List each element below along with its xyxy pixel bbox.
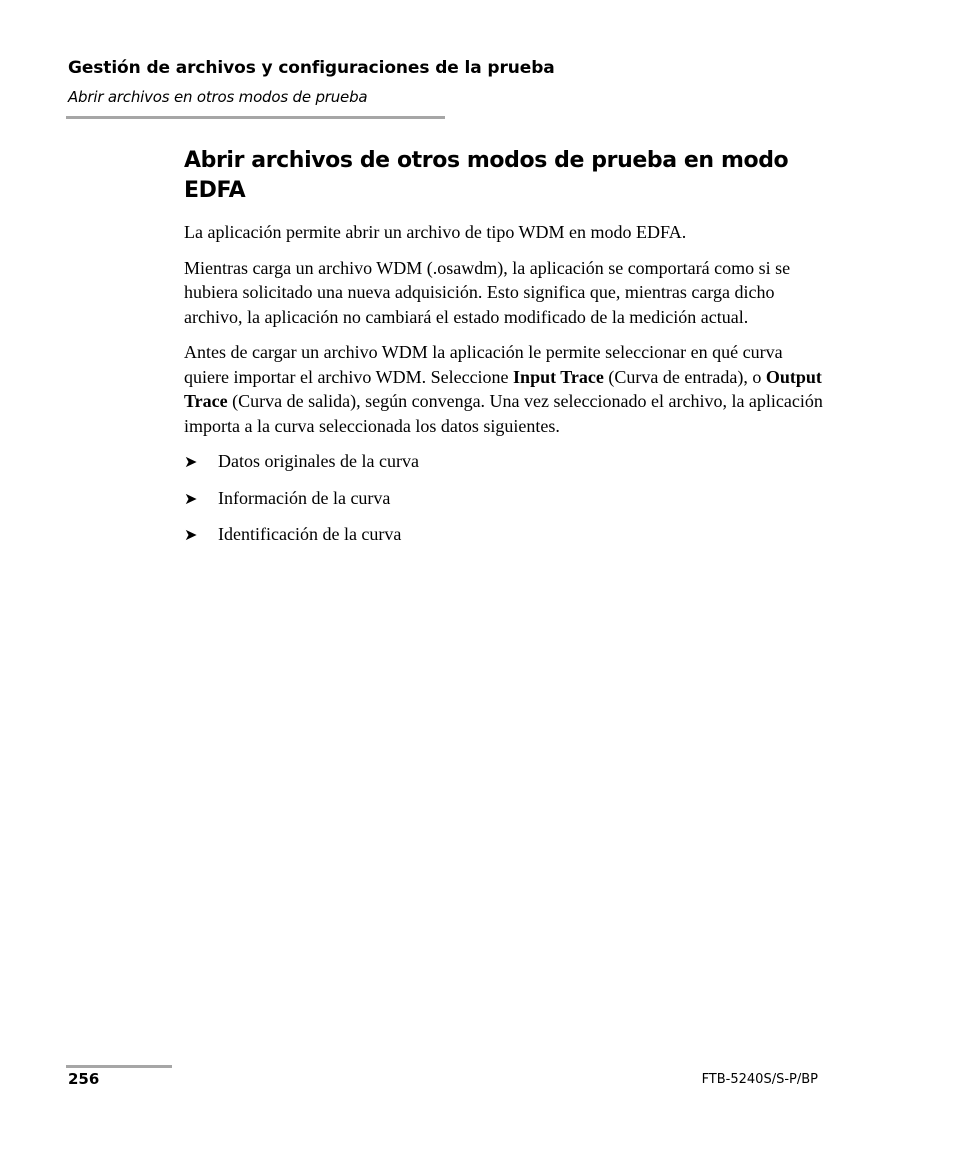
- paragraph-text: (Curva de entrada), o: [603, 366, 766, 387]
- list-item: [184, 522, 824, 547]
- paragraph-trace-selection: [184, 340, 824, 438]
- list-item-label: Datos originales de la curva: [218, 451, 419, 471]
- list-item: [184, 449, 824, 474]
- arrow-right-icon: ➤: [184, 488, 198, 508]
- list-item-label: Información de la curva: [218, 487, 391, 508]
- paragraph-text: (Curva de salida), según convenga. Una vez seleccionado el archivo, la aplicación importa a la curva seleccionada los datos siguientes.: [184, 391, 823, 436]
- product-code: FTB-5240S/S-P/BP: [701, 1072, 818, 1087]
- list-item-label: Identificación de la curva: [218, 524, 402, 544]
- header-section-title: Abrir archivos en otros modos de prueba: [68, 88, 368, 106]
- page-number: 256: [68, 1070, 100, 1088]
- page-title: Abrir archivos de otros modos de prueba en modo EDFA: [184, 148, 789, 203]
- header-chapter-title: Gestión de archivos y configuraciones de la prueba: [68, 58, 555, 78]
- footer-divider: [66, 1065, 172, 1068]
- imported-data-list: [184, 449, 824, 547]
- list-item: [184, 486, 824, 511]
- input-trace-term: Input Trace: [513, 366, 604, 387]
- paragraph-text: Antes de cargar un archivo WDM la aplicación le permite seleccionar en qué curva quiere importar el archivo WDM. Seleccione: [184, 342, 783, 387]
- main-content: [184, 146, 824, 559]
- paragraph-intro: La aplicación permite abrir un archivo de tipo WDM en modo EDFA.: [184, 222, 687, 242]
- header-divider: [66, 116, 445, 119]
- arrow-right-icon: ➤: [184, 525, 198, 544]
- output-trace-term: Output Trace: [184, 366, 822, 411]
- paragraph-loading: Mientras carga un archivo WDM (.osawdm), la aplicación se comportará como si se hubiera solicitado una nueva adquisición. Esto significa que, mientras carga dicho archivo, la aplicación no cambiará el estado modificado de la medición actual.: [184, 257, 791, 327]
- arrow-right-icon: ➤: [184, 452, 198, 471]
